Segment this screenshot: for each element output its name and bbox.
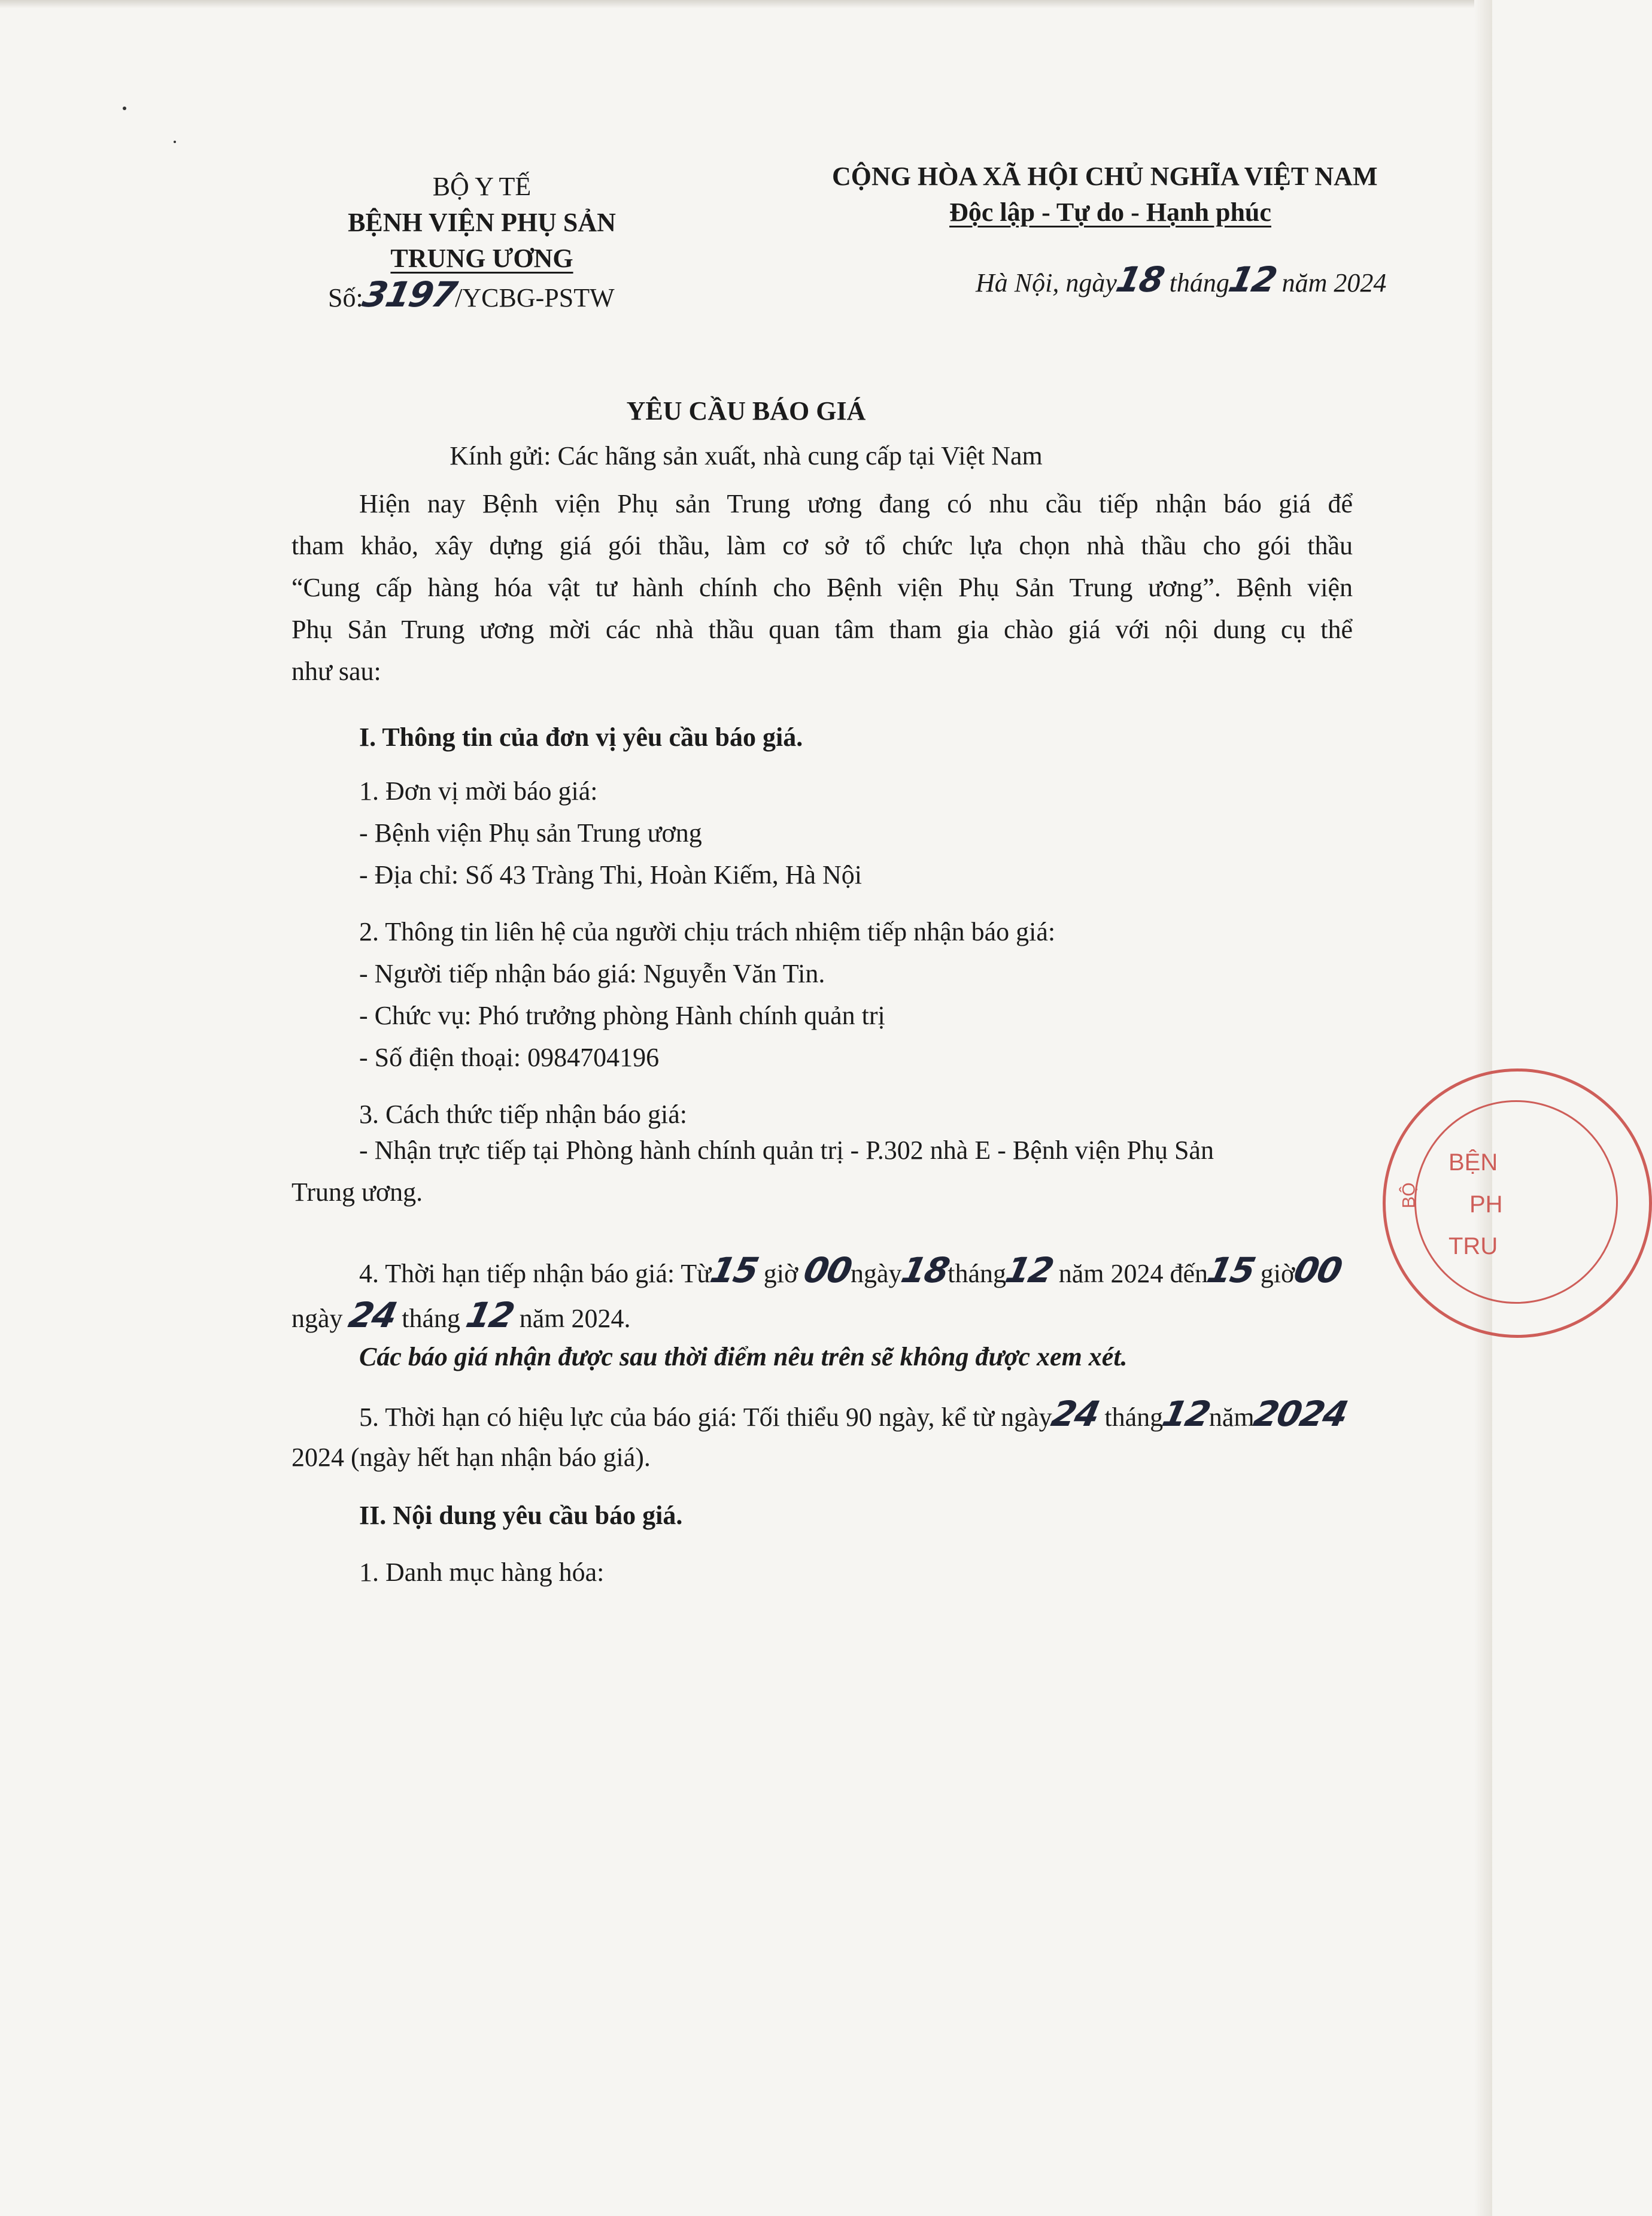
- item2-title: 2. Thông tin liên hệ của người chịu trách nhiệm tiếp nhận báo giá:: [359, 917, 1056, 946]
- item2-line: - Người tiếp nhận báo giá: Nguyễn Văn Tin.: [359, 959, 825, 988]
- scan-speck: [123, 107, 126, 110]
- item1-title: 1. Đơn vị mời báo giá:: [359, 776, 598, 806]
- item4-line1: 4. Thời hạn tiếp nhận báo giá: Từ15 giờ 00ngày18tháng12 năm 2024 đến15 giờ00: [359, 1250, 1346, 1291]
- deadline-notice: Các báo giá nhận được sau thời điểm nêu trên sẽ không được xem xét.: [359, 1342, 1128, 1371]
- handwritten-validity-year: 2024: [1250, 1394, 1351, 1434]
- handwritten-hour-start: 15: [706, 1250, 762, 1291]
- handwritten-month-start: 12: [1001, 1250, 1056, 1291]
- scan-speck: [174, 141, 176, 143]
- item1-line: - Địa chỉ: Số 43 Tràng Thi, Hoàn Kiếm, Hà Nội: [359, 860, 863, 890]
- section-1-heading: I. Thông tin của đơn vị yêu cầu báo giá.: [359, 723, 803, 752]
- handwritten-minute-start: 00: [800, 1250, 855, 1291]
- item2-line: - Số điện thoại: 0984704196: [359, 1043, 660, 1072]
- hospital-name-line1: BỆNH VIỆN PHỤ SẢN: [348, 208, 616, 237]
- handwritten-month: 12: [1225, 259, 1280, 300]
- place-date: Hà Nội, ngày18 tháng12 năm 2024: [976, 259, 1387, 300]
- hospital-name-line2: TRUNG ƯƠNG: [390, 244, 573, 273]
- handwritten-number: 3197: [359, 274, 460, 315]
- intro-line: “Cung cấp hàng hóa vật tư hành chính cho Bệnh viện Phụ Sản Trung ương”. Bệnh viện: [291, 573, 1353, 602]
- handwritten-validity-day: 24: [1047, 1394, 1103, 1434]
- intro-line: tham khảo, xây dựng giá gói thầu, làm cơ sở tổ chức lựa chọn nhà thầu cho gói thầu: [291, 531, 1353, 560]
- item1-line: - Bệnh viện Phụ sản Trung ương: [359, 818, 702, 848]
- handwritten-month-end: 12: [462, 1295, 517, 1335]
- item3-line: Trung ương.: [291, 1177, 423, 1207]
- official-stamp: [1383, 1068, 1652, 1338]
- stamp-text: PH: [1469, 1191, 1503, 1218]
- handwritten-validity-month: 12: [1158, 1394, 1214, 1434]
- document-title: YÊU CẦU BÁO GIÁ: [626, 396, 866, 426]
- handwritten-day: 18: [1112, 259, 1167, 300]
- intro-line: Hiện nay Bệnh viện Phụ sản Trung ương đang có nhu cầu tiếp nhận báo giá để: [359, 489, 1353, 518]
- section-2-item1: 1. Danh mục hàng hóa:: [359, 1558, 605, 1587]
- section-2-heading: II. Nội dung yêu cầu báo giá.: [359, 1501, 683, 1530]
- handwritten-day-end: 24: [345, 1295, 400, 1335]
- intro-line: như sau:: [291, 657, 381, 686]
- document-number: Số:3197/YCBG-PSTW: [328, 274, 615, 315]
- item5-line1: 5. Thời hạn có hiệu lực của báo giá: Tối thiểu 90 ngày, kể từ ngày24 tháng12năm2024: [359, 1394, 1351, 1434]
- national-motto: Độc lập - Tự do - Hạnh phúc: [949, 198, 1271, 227]
- page-edge-top: [0, 0, 1492, 8]
- item2-line: - Chức vụ: Phó trưởng phòng Hành chính quản trị: [359, 1001, 885, 1030]
- intro-line: Phụ Sản Trung ương mời các nhà thầu quan tâm tham gia chào giá với nội dung cụ thể: [291, 615, 1353, 644]
- stamp-text: BỆN: [1448, 1149, 1498, 1176]
- item4-line2: ngày 24 tháng 12 năm 2024.: [291, 1295, 631, 1335]
- item3-title: 3. Cách thức tiếp nhận báo giá:: [359, 1100, 688, 1129]
- handwritten-hour-end: 15: [1203, 1250, 1258, 1291]
- handwritten-day-start: 18: [897, 1250, 952, 1291]
- item3-line: - Nhận trực tiếp tại Phòng hành chính quản trị - P.302 nhà E - Bệnh viện Phụ Sản: [359, 1136, 1214, 1165]
- item5-line2: 2024 (ngày hết hạn nhận báo giá).: [291, 1443, 651, 1472]
- country-name: CỘNG HÒA XÃ HỘI CHỦ NGHĨA VIỆT NAM: [832, 162, 1378, 191]
- stamp-text: BỘ: [1399, 1182, 1419, 1209]
- ministry-name: BỘ Y TẾ: [432, 172, 532, 201]
- addressee: Kính gửi: Các hãng sản xuất, nhà cung cấp tại Việt Nam: [450, 441, 1043, 470]
- stamp-text: TRU: [1448, 1233, 1498, 1259]
- handwritten-minute-end: 00: [1290, 1250, 1346, 1291]
- stamp-inner-ring: [1414, 1100, 1618, 1304]
